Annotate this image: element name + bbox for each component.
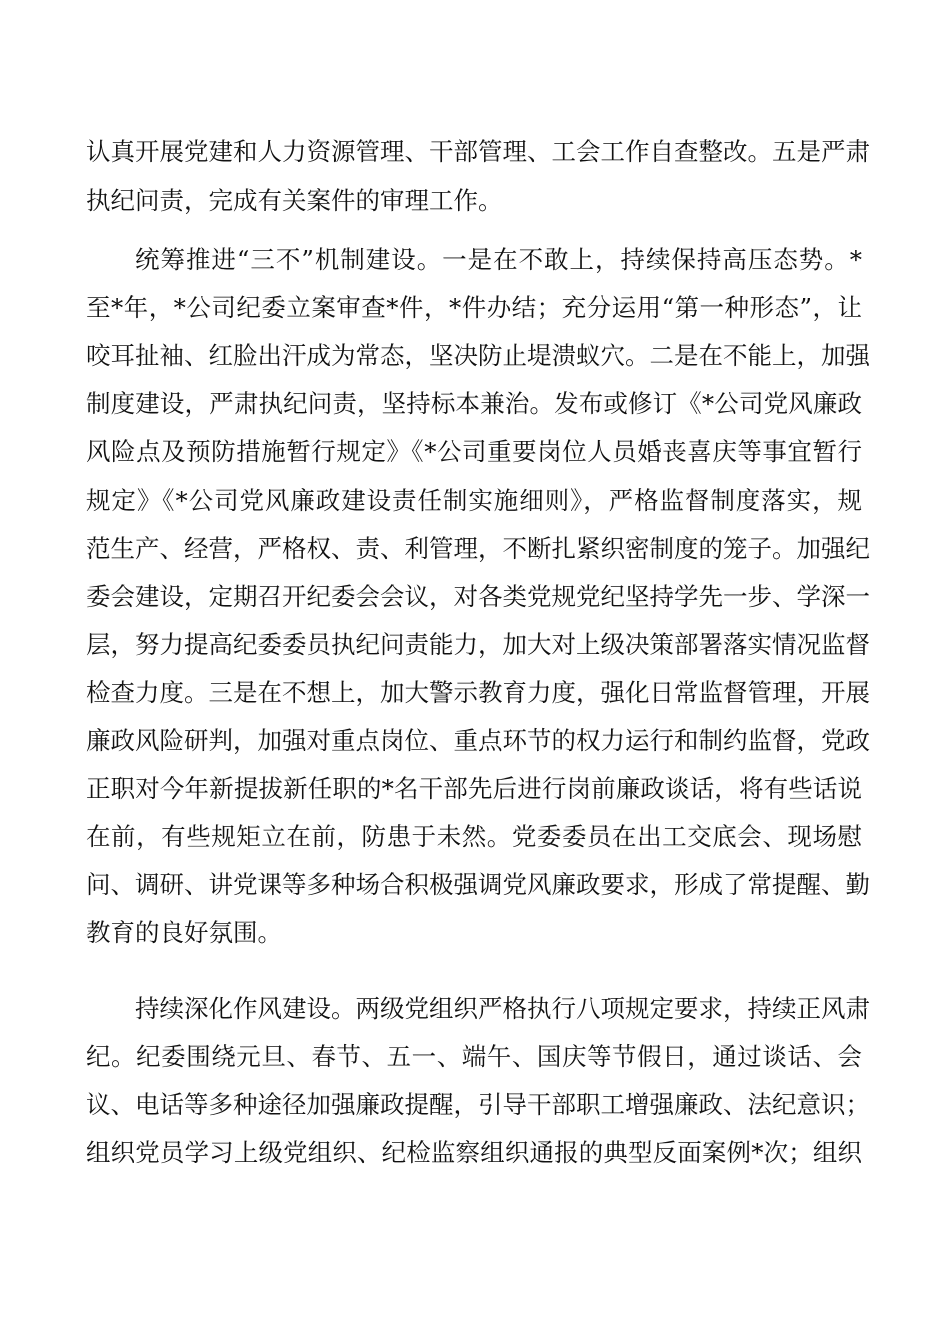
body-text-line: 层，努力提高纪委委员执纪问责能力，加大对上级决策部署落实情况监督 (86, 630, 870, 659)
body-text-line: 认真开展党建和人力资源管理、干部管理、工会工作自查整改。五是严肃 (86, 137, 870, 166)
body-text-line: 范生产、经营，严格权、责、利管理，不断扎紧织密制度的笼子。加强纪 (86, 534, 870, 563)
body-text-line: 制度建设，严肃执纪问责，坚持标本兼治。发布或修订《*公司党风廉政 (86, 389, 862, 418)
body-text-line: 组织党员学习上级党组织、纪检监察组织通报的典型反面案例*次；组织 (86, 1138, 862, 1167)
body-text-line: 纪。纪委围绕元旦、春节、五一、端午、国庆等节假日，通过谈话、会 (86, 1042, 862, 1071)
body-text-line: 检查力度。三是在不想上，加大警示教育力度，强化日常监督管理，开展 (86, 678, 870, 707)
body-text-line: 问、调研、讲党课等多种场合积极强调党风廉政要求，形成了常提醒、勤 (86, 870, 870, 899)
body-text-line: 正职对今年新提拔新任职的*名干部先后进行岗前廉政谈话，将有些话说 (86, 774, 862, 803)
body-text-line: 执纪问责，完成有关案件的审理工作。 (86, 186, 503, 215)
body-text-line: 统筹推进“三不”机制建设。一是在不敢上，持续保持高压态势。* (135, 245, 862, 274)
body-text-line: 教育的良好氛围。 (86, 918, 282, 947)
body-text-line: 规定》《*公司党风廉政建设责任制实施细则》，严格监督制度落实，规 (86, 486, 862, 515)
body-text-line: 至*年，*公司纪委立案审查*件，*件办结；充分运用“第一种形态”，让 (86, 293, 862, 322)
body-text-line: 议、电话等多种途径加强廉政提醒，引导干部职工增强廉政、法纪意识； (86, 1090, 870, 1119)
body-text-line: 在前，有些规矩立在前，防患于未然。党委委员在出工交底会、现场慰 (86, 822, 862, 851)
body-text-line: 廉政风险研判，加强对重点岗位、重点环节的权力运行和制约监督，党政 (86, 726, 870, 755)
body-text-line: 持续深化作风建设。两级党组织严格执行八项规定要求，持续正风肃 (135, 994, 870, 1023)
body-text-line: 委会建设，定期召开纪委会会议，对各类党规党纪坚持学先一步、学深一 (86, 582, 870, 611)
body-text-line: 咬耳扯袖、红脸出汗成为常态，坚决防止堤溃蚁穴。二是在不能上，加强 (86, 341, 870, 370)
body-text-line: 风险点及预防措施暂行规定》《*公司重要岗位人员婚丧喜庆等事宜暂行 (86, 437, 862, 466)
